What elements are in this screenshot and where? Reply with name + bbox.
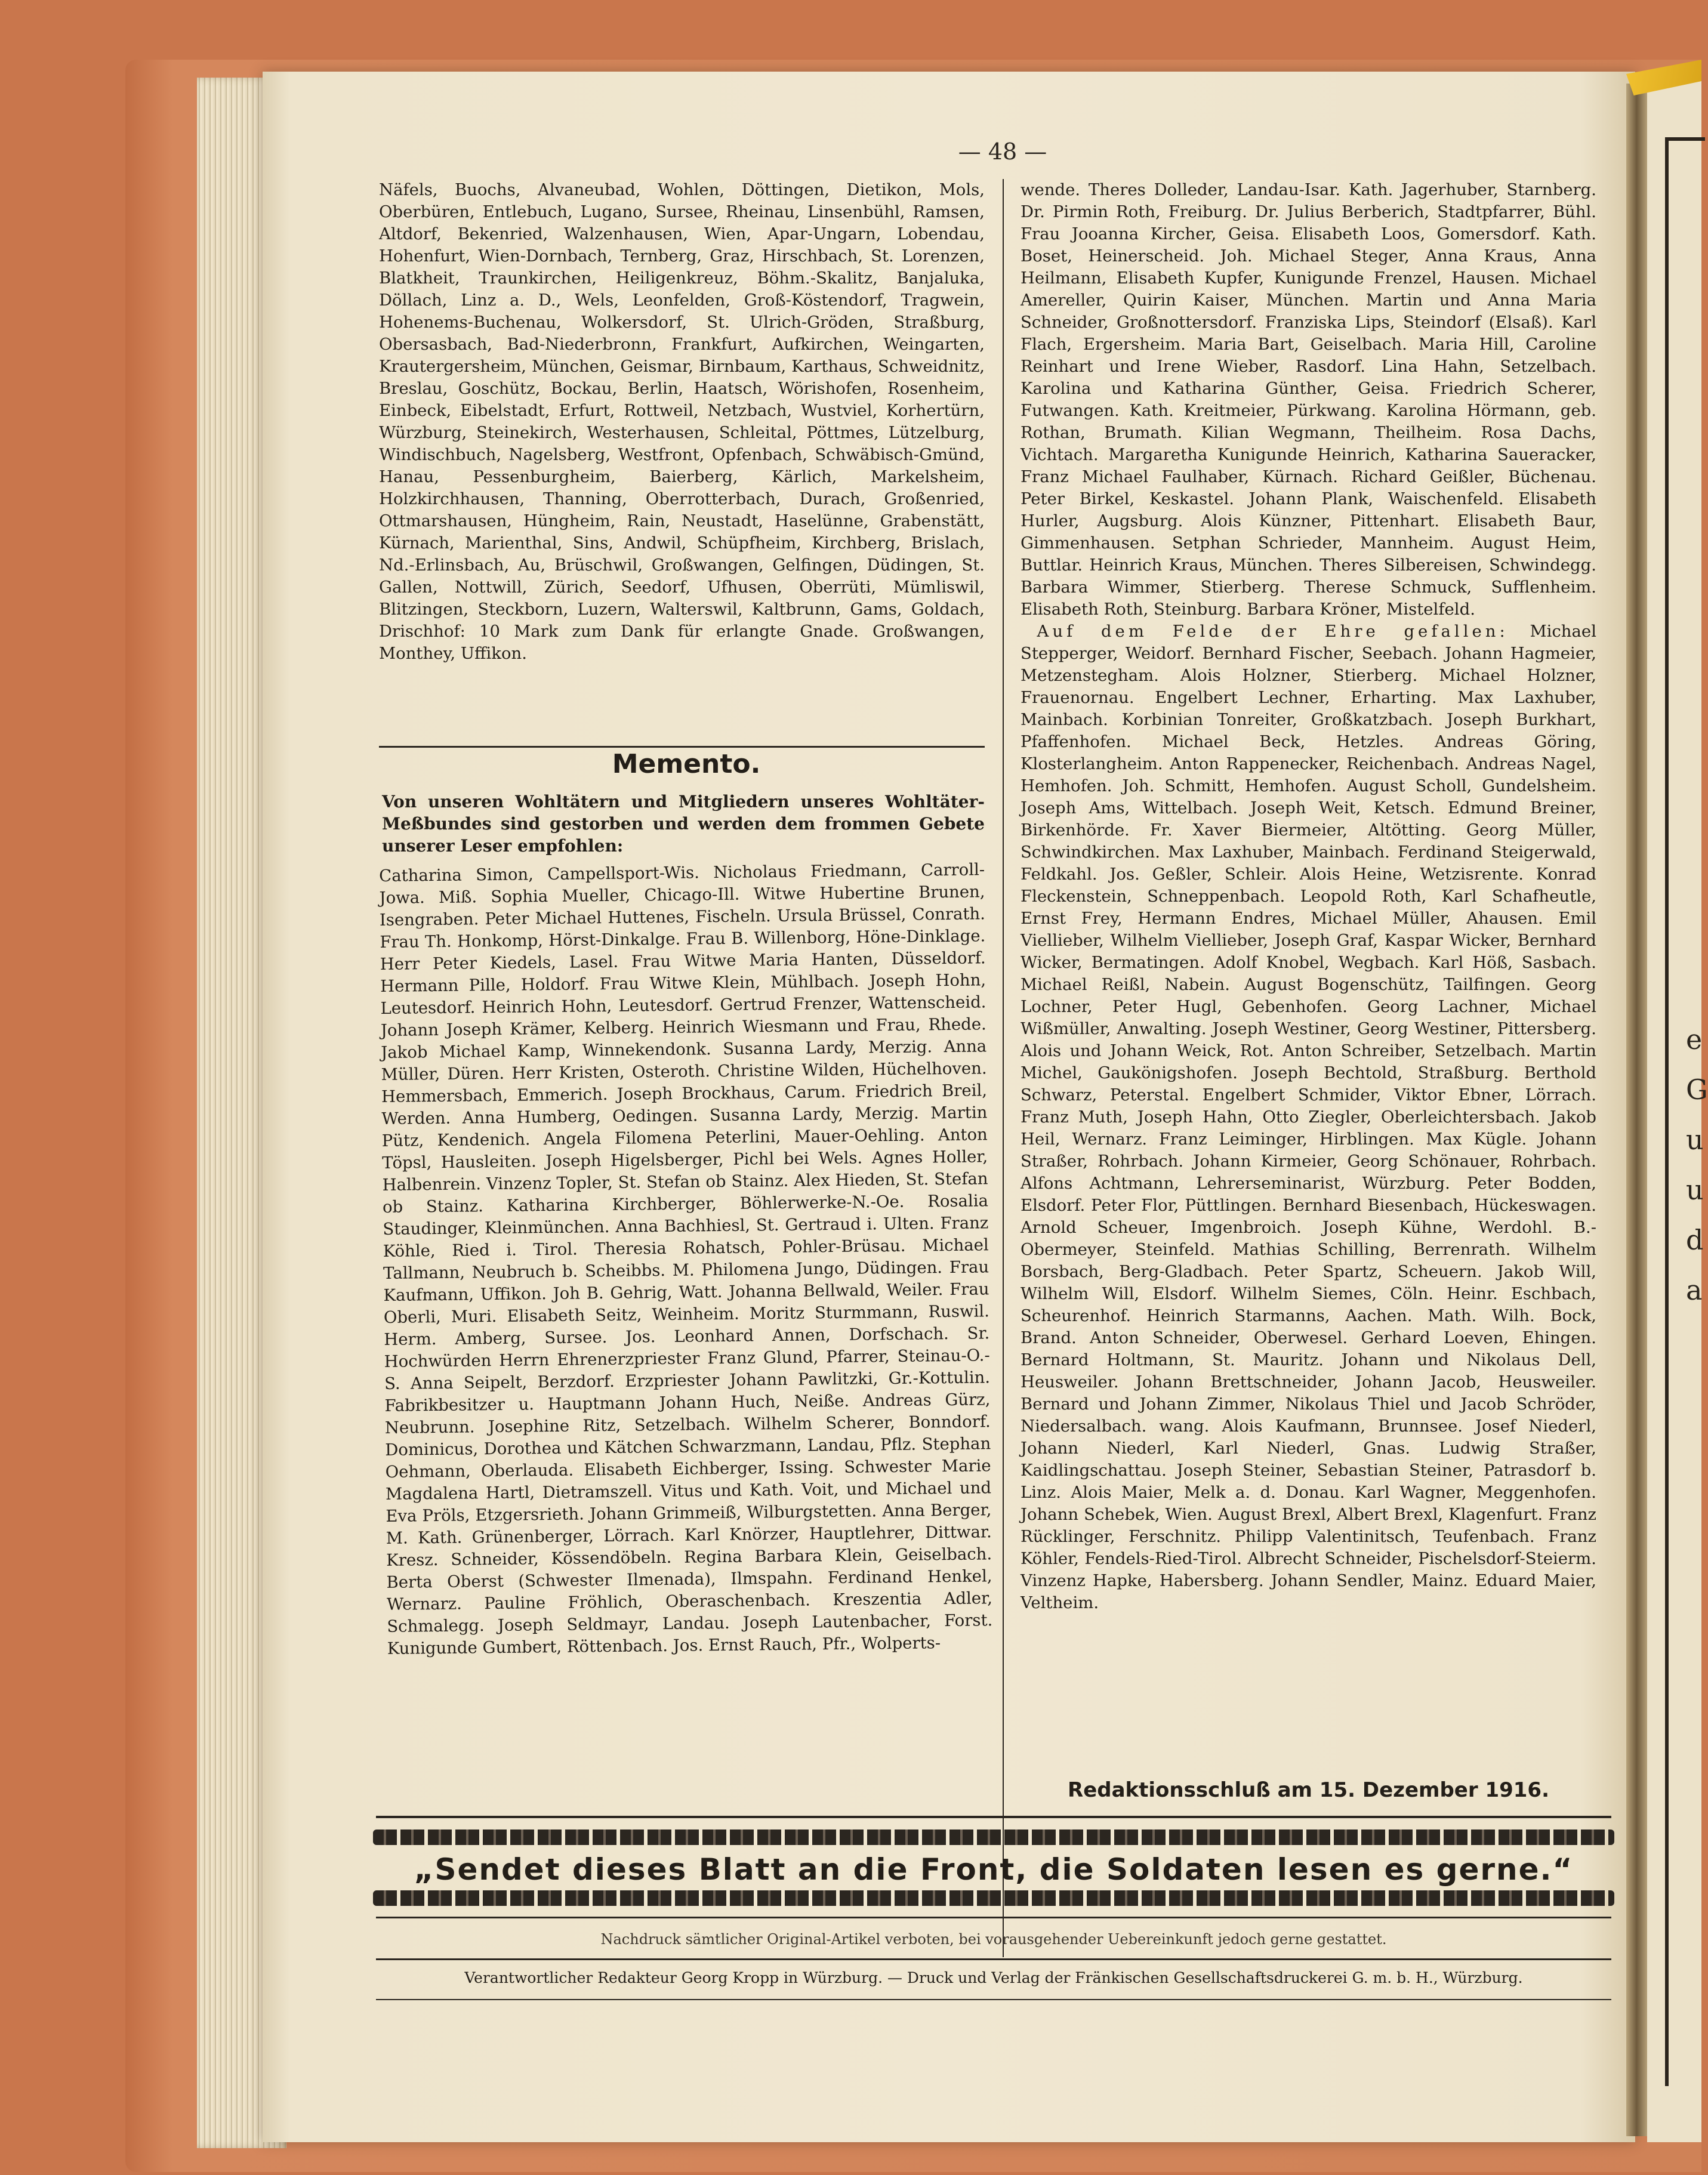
book-gutter (1626, 84, 1647, 2136)
slogan-text: „Sendet dieses Blatt an die Front, die Soldaten lesen es gerne.“ (414, 1852, 1574, 1887)
section-divider (379, 746, 985, 748)
editorial-deadline: Redaktionsschluß am 15. Dezember 1916. (1068, 1778, 1549, 1802)
slogan-banner (373, 1826, 1614, 1909)
facing-glyph: u (1686, 1124, 1704, 1156)
copyright-notice: Nachdruck sämtlicher Original-Artikel verboten, bei vorausgehender Uebereinkunft jedoch gerne gestattet. (600, 1931, 1387, 1948)
facing-glyph: d (1686, 1224, 1704, 1256)
footer-rule (376, 1816, 1611, 1818)
facing-page-fragment (1686, 1014, 1708, 1850)
ornament-border-top (373, 1830, 1614, 1845)
place-list-text: Näfels, Buochs, Alvaneubad, Wohlen, Döttingen, Dietikon, Mols, Oberbüren, Entlebuch, Lugano, Sursee, Rheinau, Linsenbühl, Ramsen, Altdorf, Bekenried, Walzenhausen, Wien, Apar-Ungarn, Lobendau, Hohenfurt, Wien-Dornbach, Ternberg, Graz, Hirschbach, St. Lorenzen, Blatkheit, Traunkirchen, Heiligenkreuz, Böhm.-Skalitz, Banjaluka, Döllach, Linz a. D., Wels, Leonfelden, Groß-Köstendorf, Tragwein, Hohenems-Buchenau, Wolkersdorf, St. Ulrich-Gröden, Straßburg, Obersasbach, Bad-Niederbronn, Frankfurt, Aufkirchen, Weingarten, Krautergersheim, München, Geismar, Birnbaum, Karthaus, Schweidnitz, Breslau, Goschütz, Bockau, Berlin, Haatsch, Wörishofen, Rosenheim, Einbeck, Eibelstadt, Erfurt, Rottweil, Netzbach, Wustviel, Korhertürn, Würzburg, Steinekirch, Westerhausen, Schleital, Pöttmes, Lützelburg, Windischbuch, Nagelsberg, Westfront, Opfenbach, Schwäbisch-Gmünd, Hanau, Pessenburgheim, Baierberg, Kärlich, Markelsheim, Holzkirchhausen, Thanning, Oberrotterbach, Durach, Großenried, Ottmarshausen, Hüngheim, Rain, Neustadt, Haselünne, Grabenstätt, Kürnach, Marienthal, Sins, Andwil, Schüpfheim, Kirchberg, Brislach, Nd.-Erlinsbach, Au, Brüschwil, Großwangen, Gelfingen, Düdingen, St. Gallen, Nottwill, Zürich, Seedorf, Ufhusen, Oberrüti, Mümliswil, Blitzingen, Steckborn, Luzern, Walterswil, Kaltbrunn, Gams, Goldach, Drischhof: 10 Mark zum Dank für erlangte Gnade. Großwangen, Monthey, Uffikon. (379, 180, 985, 663)
facing-glyph: u (1686, 1174, 1704, 1206)
fallen-soldiers-lead: Auf dem Felde der Ehre gefallen: (1037, 622, 1509, 641)
memento-text: Catharina Simon, Campellsport-Wis. Nicholaus Friedmann, Carroll-Jowa. Miß. Sophia Mueller, Chicago-Ill. Witwe Hubertine Brunen, Isengraben. Peter Michael Huttenes, Fischeln. Ursula Brüssel, Conrath. Frau Th. Honkomp, Hörst-Dinkalge. Frau B. Willenborg, Höne-Dinklage. Herr Peter Kiedels, Lasel. Frau Witwe Maria Hanten, Düsseldorf. Hermann Pille, Holdorf. Frau Witwe Klein, Mühlbach. Joseph Hohn, Leutesdorf. Heinrich Hohn, Leutesdorf. Gertrud Frenzer, Wattenscheid. Johann Joseph Krämer, Kelberg. Heinrich Wiesmann und Frau, Rhede. Jakob Michael Kamp, Winnekendonk. Susanna Lardy, Merzig. Anna Müller, Düren. Herr Kristen, Osteroth. Christine Wilden, Hüchelhoven. Hemmersbach, Emmerich. Joseph Brockhaus, Carum. Friedrich Breil, Werden. Anna Humberg, Oedingen. Susanna Lardy, Merzig. Martin Pütz, Kendenich. Angela Filomena Peterlini, Mauer-Oehling. Anton Töpsl, Hausleiten. Joseph Higelsberger, Pichl bei Wels. Agnes Holler, Halbenrein. Vinzenz Topler, St. Stefan ob Stainz. Alex Hieden, St. Stefan ob Stainz. Katharina Kirchberger, Böhlerwerke-N.-Oe. Rosalia Staudinger, Kleinmünchen. Anna Bachhiesl, St. Gertraud i. Ulten. Franz Köhle, Ried i. Tirol. Theresia Rohatsch, Pohler-Brüsau. Michael Tallmann, Neubruch b. Scheibbs. M. Philomena Jungo, Düdingen. Frau Kaufmann, Uffikon. Joh B. Gehrig, Watt. Johanna Bellwald, Weiler. Frau Oberli, Muri. Elisabeth Seitz, Weinheim. Moritz Sturmmann, Ruswil. Herm. Amberg, Sursee. Jos. Leonhard Annen, Dorfschach. Sr. Hochwürden Herrn Ehrenerzpriester Franz Glund, Pfarrer, Steinau-O.-S. Anna Seipelt, Berzdorf. Erzpriester Johann Pawlitzki, Gr.-Kottulin. Fabrikbesitzer u. Hauptmann Johann Huch, Neiße. Andreas Gürz, Neubrunn. Josephine Ritz, Setzelbach. Wilhelm Scherer, Bonndorf. Dominicus, Dorothea und Kätchen Schwarzmann, Landau, Pflz. Stephan Oehmann, Oberlauda. Elisabeth Eichberger, Issing. Schwester Marie Magdalena Hartl, Dietramszell. Vitus und Kath. Voit, und Michael und Eva Pröls, Etzgersrieth. Johann Grimmeiß, Wilburgstetten. Anna Berger, M. Kath. Grünenberger, Lörrach. Karl Knörzer, Hauptlehrer, Dittwar. Kresz. Schneider, Kössendöbeln. Regina Barbara Klein, Geiselbach. Berta Oberst (Schwester Ilmenada), Ilmspahn. Ferdinand Henkel, Wernarz. Pauline Fröhlich, Oberaschenbach. Kreszentia Adler, Schmalegg. Joseph Seldmayr, Landau. Joseph Lautenbacher, Forst. Kunigunde Gumbert, Röttenbach. Jos. Ernst Rauch, Pfr., Wolperts- (379, 860, 993, 1658)
column-divider (1003, 179, 1004, 1957)
memento-continued-text: wende. Theres Dolleder, Landau-Isar. Kath. Jagerhuber, Starnberg. Dr. Pirmin Roth, Freiburg. Dr. Julius Berberich, Stadtpfarrer, Bühl. Frau Jooanna Kircher, Geisa. Elisabeth Loos, Gomersdorf. Kath. Boset, Heinerscheid. Joh. Michael Steger, Anna Kraus, Anna Heilmann, Elisabeth Kupfer, Kunigunde Frenzel, Hausen. Michael Amereller, Quirin Kaiser, München. Martin und Anna Maria Schneider, Großnottersdorf. Franziska Lips, Steindorf (Elsaß). Karl Flach, Ergersheim. Maria Bart, Geiselbach. Maria Hill, Caroline Reinhart und Irene Wieber, Rasdorf. Lina Hahn, Setzelbach. Karolina und Katharina Günther, Geisa. Friedrich Scherer, Futwangen. Kath. Kreitmeier, Pürkwang. Karolina Hörmann, geb. Rothan, Brumath. Kilian Wegmann, Theilheim. Rosa Dachs, Vichtach. Margaretha Kunigunde Heinrich, Katharina Saueracker, Franz Michael Faulhaber, Kürnach. Richard Geißler, Büchenau. Peter Birkel, Keskastel. Johann Plank, Waischenfeld. Elisabeth Hurler, Augsburg. Alois Künzner, Pittenhart. Elisabeth Baur, Gimmenhausen. Setphan Schrieder, Mannheim. August Heim, Buttlar. Heinrich Kraus, München. Theres Silbereisen, Schwindegg. Barbara Wimmer, Stierberg. Therese Schmuck, Sufflenheim. Elisabeth Roth, Steinburg. Barbara Kröner, Mistelfeld. (1021, 180, 1596, 619)
fallen-soldiers-text: Michael Stepperger, Weidorf. Bernhard Fischer, Seebach. Johann Hagmeier, Metzenstegham. Alois Holzner, Stierberg. Michael Holzner, Frauenornau. Engelbert Lechner, Erharting. Max Laxhuber, Mainbach. Korbinian Tonreiter, Großkatzbach. Joseph Burkhart, Pfaffenhofen. Michael Beck, Hetzles. Andreas Göring, Klosterlangheim. Anton Rappenecker, Reichenbach. Andreas Nagel, Hemhofen. Joh. Schmitt, Hemhofen. August Scholl, Gundelsheim. Joseph Ams, Wittelbach. Joseph Weit, Ketsch. Edmund Breiner, Birkenhörde. Fr. Xaver Biermeier, Altötting. Georg Müller, Schwindkirchen. Max Laxhuber, Mainbach. Ferdinand Steigerwald, Feldkahl. Jos. Geßler, Schleir. Alois Heine, Wetzisrente. Konrad Fleckenstein, Schneppenbach. Leopold Roth, Karl Schafheutle, Ernst Frey, Hermann Endres, Michael Müller, Ahausen. Emil Viellieber, Wilhelm Viellieber, Joseph Graf, Kaspar Wicker, Bernhard Wicker, Bermatingen. Adolf Knobel, Wegbach. Karl Höß, Sasbach. Michael Reißl, Nabein. August Bogenschütz, Tailfingen. Georg Lochner, Peter Hugl, Gebenhofen. Georg Lachner, Michael Wißmüller, Anwalting. Joseph Westiner, Georg Westiner, Pittersberg. Alois und Johann Weick, Rot. Anton Schreiber, Setzelbach. Martin Michel, Gaukönigshofen. Joseph Bechtold, Straßburg. Berthold Schwarz, Peterstal. Engelbert Schmider, Viktor Ebner, Lörrach. Franz Muth, Joseph Hahn, Otto Ziegler, Oberleichtersbach. Jakob Heil, Wernarz. Franz Leiminger, Hirblingen. Max Kügle. Johann Straßer, Rohrbach. Johann Kirmeier, Georg Schönauer, Rohrbach. Alfons Achtmann, Lehrerseminarist, Würzburg. Peter Bodden, Elsdorf. Peter Flor, Püttlingen. Bernhard Biesenbach, Hückeswagen. Arnold Scheuer, Imgenbroich. Joseph Kühne, Werdohl. B.-Obermeyer, Steinfeld. Mathias Schilling, Berrenrath. Wilhelm Borsbach, Berg-Gladbach. Peter Spartz, Scheuern. Jakob Will, Wilhelm Will, Elsdorf. Wilhelm Siemes, Cöln. Heinr. Eschbach, Scheurenhof. Heinrich Starmanns, Aachen. Math. Wilh. Bock, Brand. Anton Schneider, Oberwesel. Gerhard Loeven, Ehingen. Bernard Holtmann, St. Mauritz. Johann und Nikolaus Dell, Heusweiler. Johann Brettschneider, Johann Jacob, Heusweiler. Bernard und Johann Zimmer, Nikolaus Thiel und Jacob Schröder, Niedersalbach. wang. Alois Kaufmann, Brunnsee. Josef Niederl, Johann Niederl, Karl Niederl, Gnas. Ludwig Straßer, Kaidlingschattau. Joseph Steiner, Sebastian Steiner, Patrasdorf b. Linz. Alois Maier, Melk a. d. Donau. Karl Wagner, Meggenhofen. Johann Schebek, Wien. August Brexl, Albert Brexl, Klagenfurt. Franz Rücklinger, Ferschnitz. Philipp Valentinitsch, Teufenbach. Franz Köhler, Fendels-Ried-Tirol. Albrecht Schneider, Pischelsdorf-Steierm. Vinzenz Hapke, Habersberg. Johann Sendler, Mainz. Eduard Maier, Veltheim. (1021, 622, 1596, 1612)
footer-rule (376, 1999, 1611, 2000)
ornament-border-bottom (373, 1890, 1614, 1906)
footer-rule (376, 1917, 1611, 1918)
memento-intro: Von unseren Wohltätern und Mitgliedern unseres Wohltäter-Meßbundes sind gestorben und werden dem frommen Gebete unserer Leser empfohlen: (382, 792, 985, 856)
facing-glyph: G (1686, 1073, 1708, 1106)
page-number: — 48 — (958, 138, 1047, 165)
facing-glyph: a (1686, 1274, 1703, 1306)
footer-rule (376, 1958, 1611, 1960)
right-column (1021, 179, 1596, 1614)
facing-glyph: e (1686, 1023, 1703, 1056)
publisher-imprint: Verantwortlicher Redakteur Georg Kropp in Würzburg. — Druck und Verlag der Fränkischen Gesellschaftsdruckerei G. m. b. H., Würzburg. (464, 1969, 1523, 1986)
memento-heading: Memento. (612, 749, 761, 779)
